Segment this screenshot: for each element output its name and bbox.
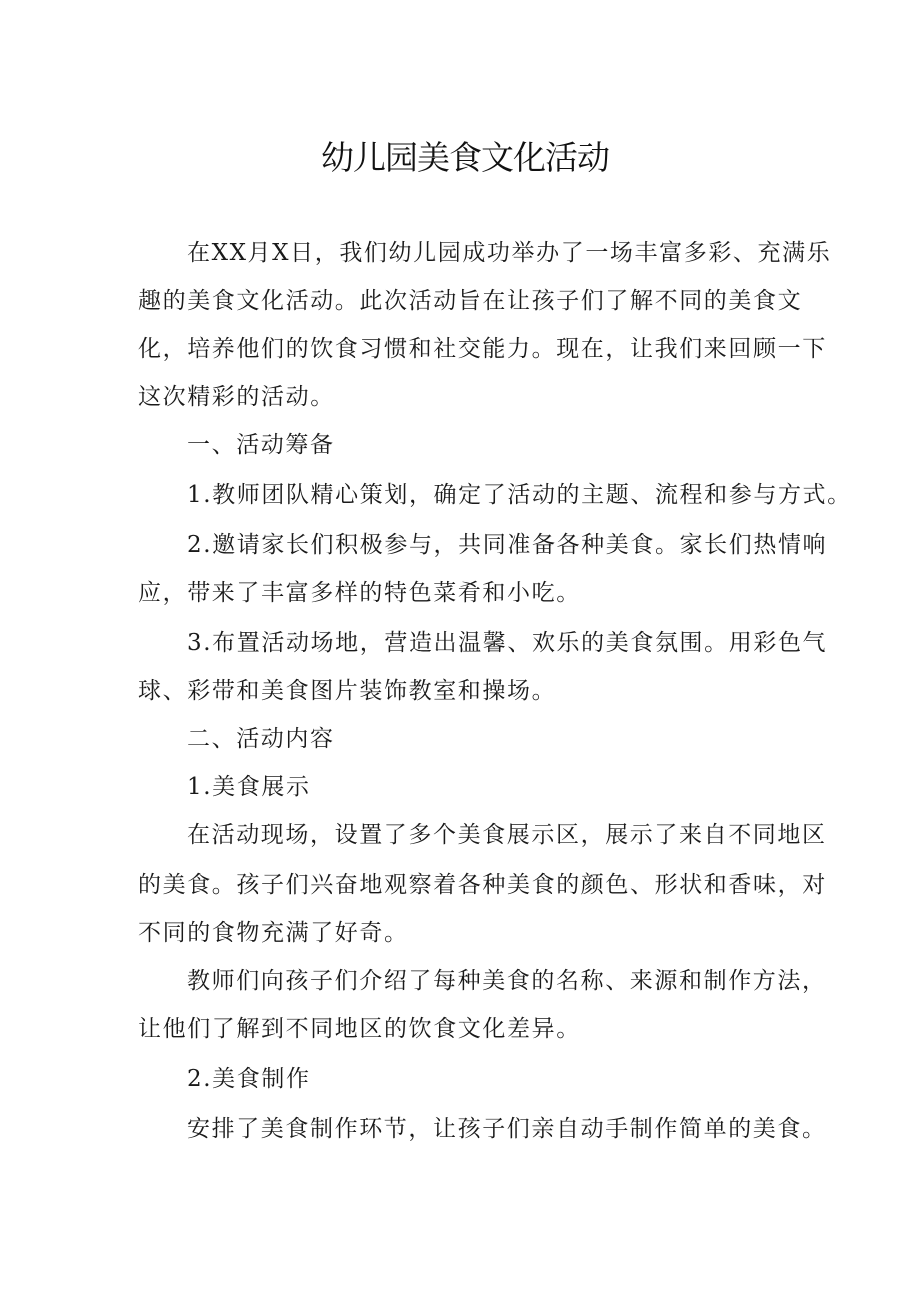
paragraph-line: 不同的食物充满了好奇。 [138,920,409,946]
list-item: 3.布置活动场地，营造出温馨、欢乐的美食氛围。用彩色气 [187,630,828,656]
paragraph-line: 这次精彩的活动。 [138,384,335,410]
list-item: 2.邀请家长们积极参与，共同准备各种美食。家长们热情响 [187,532,828,558]
document-title: 幼儿园美食文化活动 [321,138,609,177]
subsection-heading: 1.美食展示 [187,774,311,800]
paragraph-line: 教师们向孩子们介绍了每种美食的名称、来源和制作方法， [187,968,827,994]
paragraph-line: 让他们了解到不同地区的饮食文化差异。 [138,1016,581,1042]
paragraph-line: 在活动现场，设置了多个美食展示区，展示了来自不同地区 [187,822,827,848]
paragraph-line: 应，带来了丰富多样的特色菜肴和小吃。 [138,580,581,606]
subsection-heading: 2.美食制作 [187,1066,311,1092]
paragraph-line: 化，培养他们的饮食习惯和社交能力。现在，让我们来回顾一下 [138,336,827,362]
section-heading: 二、活动内容 [187,726,335,752]
paragraph-line: 在XX月X日，我们幼儿园成功举办了一场丰富多彩、充满乐 [187,240,832,266]
paragraph-line: 趣的美食文化活动。此次活动旨在让孩子们了解不同的美食文 [138,288,803,314]
paragraph-line: 球、彩带和美食图片装饰教室和操场。 [138,678,557,704]
paragraph-line: 的美食。孩子们兴奋地观察着各种美食的颜色、形状和香味，对 [138,872,827,898]
section-heading: 一、活动筹备 [187,432,335,458]
paragraph-line: 安排了美食制作环节，让孩子们亲自动手制作简单的美食。 [187,1116,827,1142]
list-item: 1.教师团队精心策划，确定了活动的主题、流程和参与方式。 [187,482,852,508]
